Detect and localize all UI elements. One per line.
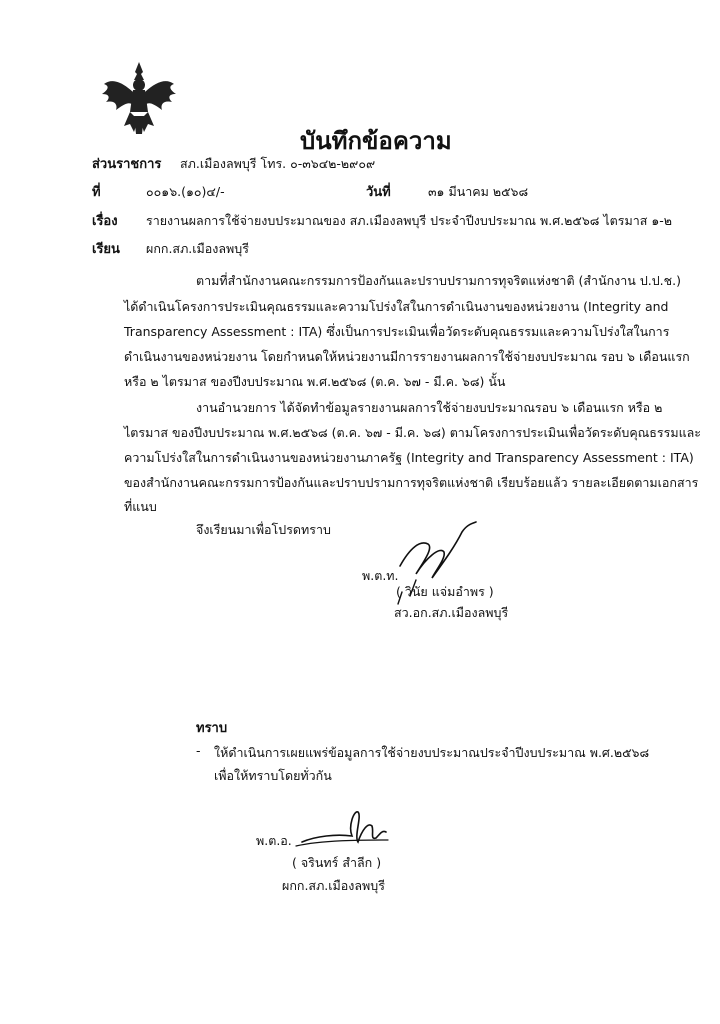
signature2-handwriting (292, 800, 412, 860)
date-value: ๓๑ มีนาคม ๒๕๖๘ (428, 184, 529, 199)
number-value: ๐๐๑๖.(๑๐)๔/- (146, 184, 225, 199)
paragraph2-line: ความโปร่งใสในการดำเนินงานของหน่วยงานภาครัฐ (Integrity and Transparency Assessment : ITA) (124, 450, 694, 465)
number-label: ที่ (92, 185, 101, 200)
signature1-rank: พ.ต.ท. (362, 568, 399, 583)
acknowledgement-line: ให้ดำเนินการเผยแพร่ข้อมูลการใช้จ่ายงบประมาณประจำปีงบประมาณ พ.ศ.๒๕๖๘ (214, 745, 650, 760)
subject-label: เรื่อง (92, 214, 118, 229)
acknowledgement-line: เพื่อให้ทราบโดยทั่วกัน (214, 768, 332, 783)
garuda-emblem-icon (100, 60, 178, 138)
acknowledgement-bullet: - (196, 743, 201, 758)
signature1-position: สว.อก.สภ.เมืองลพบุรี (394, 605, 509, 620)
paragraph2-line: ที่แนบ (124, 499, 157, 514)
closing-line: จึงเรียนมาเพื่อโปรดทราบ (196, 522, 331, 537)
paragraph1-line: ดำเนินงานของหน่วยงาน โดยกำหนดให้หน่วยงานมีการรายงานผลการใช้จ่ายงบประมาณ รอบ ๖ เดือนแรก (124, 349, 690, 364)
signature2-rank: พ.ต.อ. (256, 833, 292, 848)
paragraph1-line: Transparency Assessment : ITA) ซึ่งเป็นการประเมินเพื่อวัดระดับคุณธรรมและความโปร่งใสในการ (124, 324, 670, 339)
to-value: ผกก.สภ.เมืองลพบุรี (146, 241, 249, 256)
paragraph1-line: ได้ดำเนินโครงการประเมินคุณธรรมและความโปร่งใสในการดำเนินงานของหน่วยงาน (Integrity and (124, 299, 669, 314)
signature2-name: ( จรินทร์ สำลีก ) (292, 855, 382, 870)
paragraph2-line: ของสำนักงานคณะกรรมการป้องกันและปราบปรามการทุจริตแห่งชาติ เรียบร้อยแล้ว รายละเอียดตามเอกสาร (124, 475, 699, 490)
memo-title: บันทึกข้อความ (300, 127, 452, 155)
paragraph1-line: หรือ ๒ ไตรมาส ของปีงบประมาณ พ.ศ.๒๕๖๘ (ต.ค. ๖๗ - มี.ค. ๖๘) นั้น (124, 374, 506, 389)
to-label: เรียน (92, 242, 120, 257)
date-label: วันที่ (366, 185, 391, 200)
paragraph1-line: ตามที่สำนักงานคณะกรรมการป้องกันและปราบปรามการทุจริตแห่งชาติ (สำนักงาน ป.ป.ช.) (196, 273, 681, 288)
acknowledgement-title: ทราบ (196, 721, 228, 736)
paragraph2-line: ไตรมาส ของปีงบประมาณ พ.ศ.๒๕๖๘ (ต.ค. ๖๗ - มี.ค. ๖๘) ตามโครงการประเมินเพื่อวัดระดับคุณธรรมและ (124, 425, 702, 440)
signature1-name: ( วินัย แจ่มอำพร ) (396, 584, 494, 599)
subject-value: รายงานผลการใช้จ่ายงบประมาณของ สภ.เมืองลพบุรี ประจำปีงบประมาณ พ.ศ.๒๕๖๘ ไตรมาส ๑-๒ (146, 213, 673, 228)
department-value: สภ.เมืองลพบุรี โทร. ๐-๓๖๔๒-๒๙๐๙ (180, 156, 376, 171)
paragraph2-line: งานอำนวยการ ได้จัดทำข้อมูลรายงานผลการใช้จ่ายงบประมาณรอบ ๖ เดือนแรก หรือ ๒ (196, 400, 663, 415)
signature2-position: ผกก.สภ.เมืองลพบุรี (282, 878, 385, 893)
department-label: ส่วนราชการ (92, 157, 162, 172)
